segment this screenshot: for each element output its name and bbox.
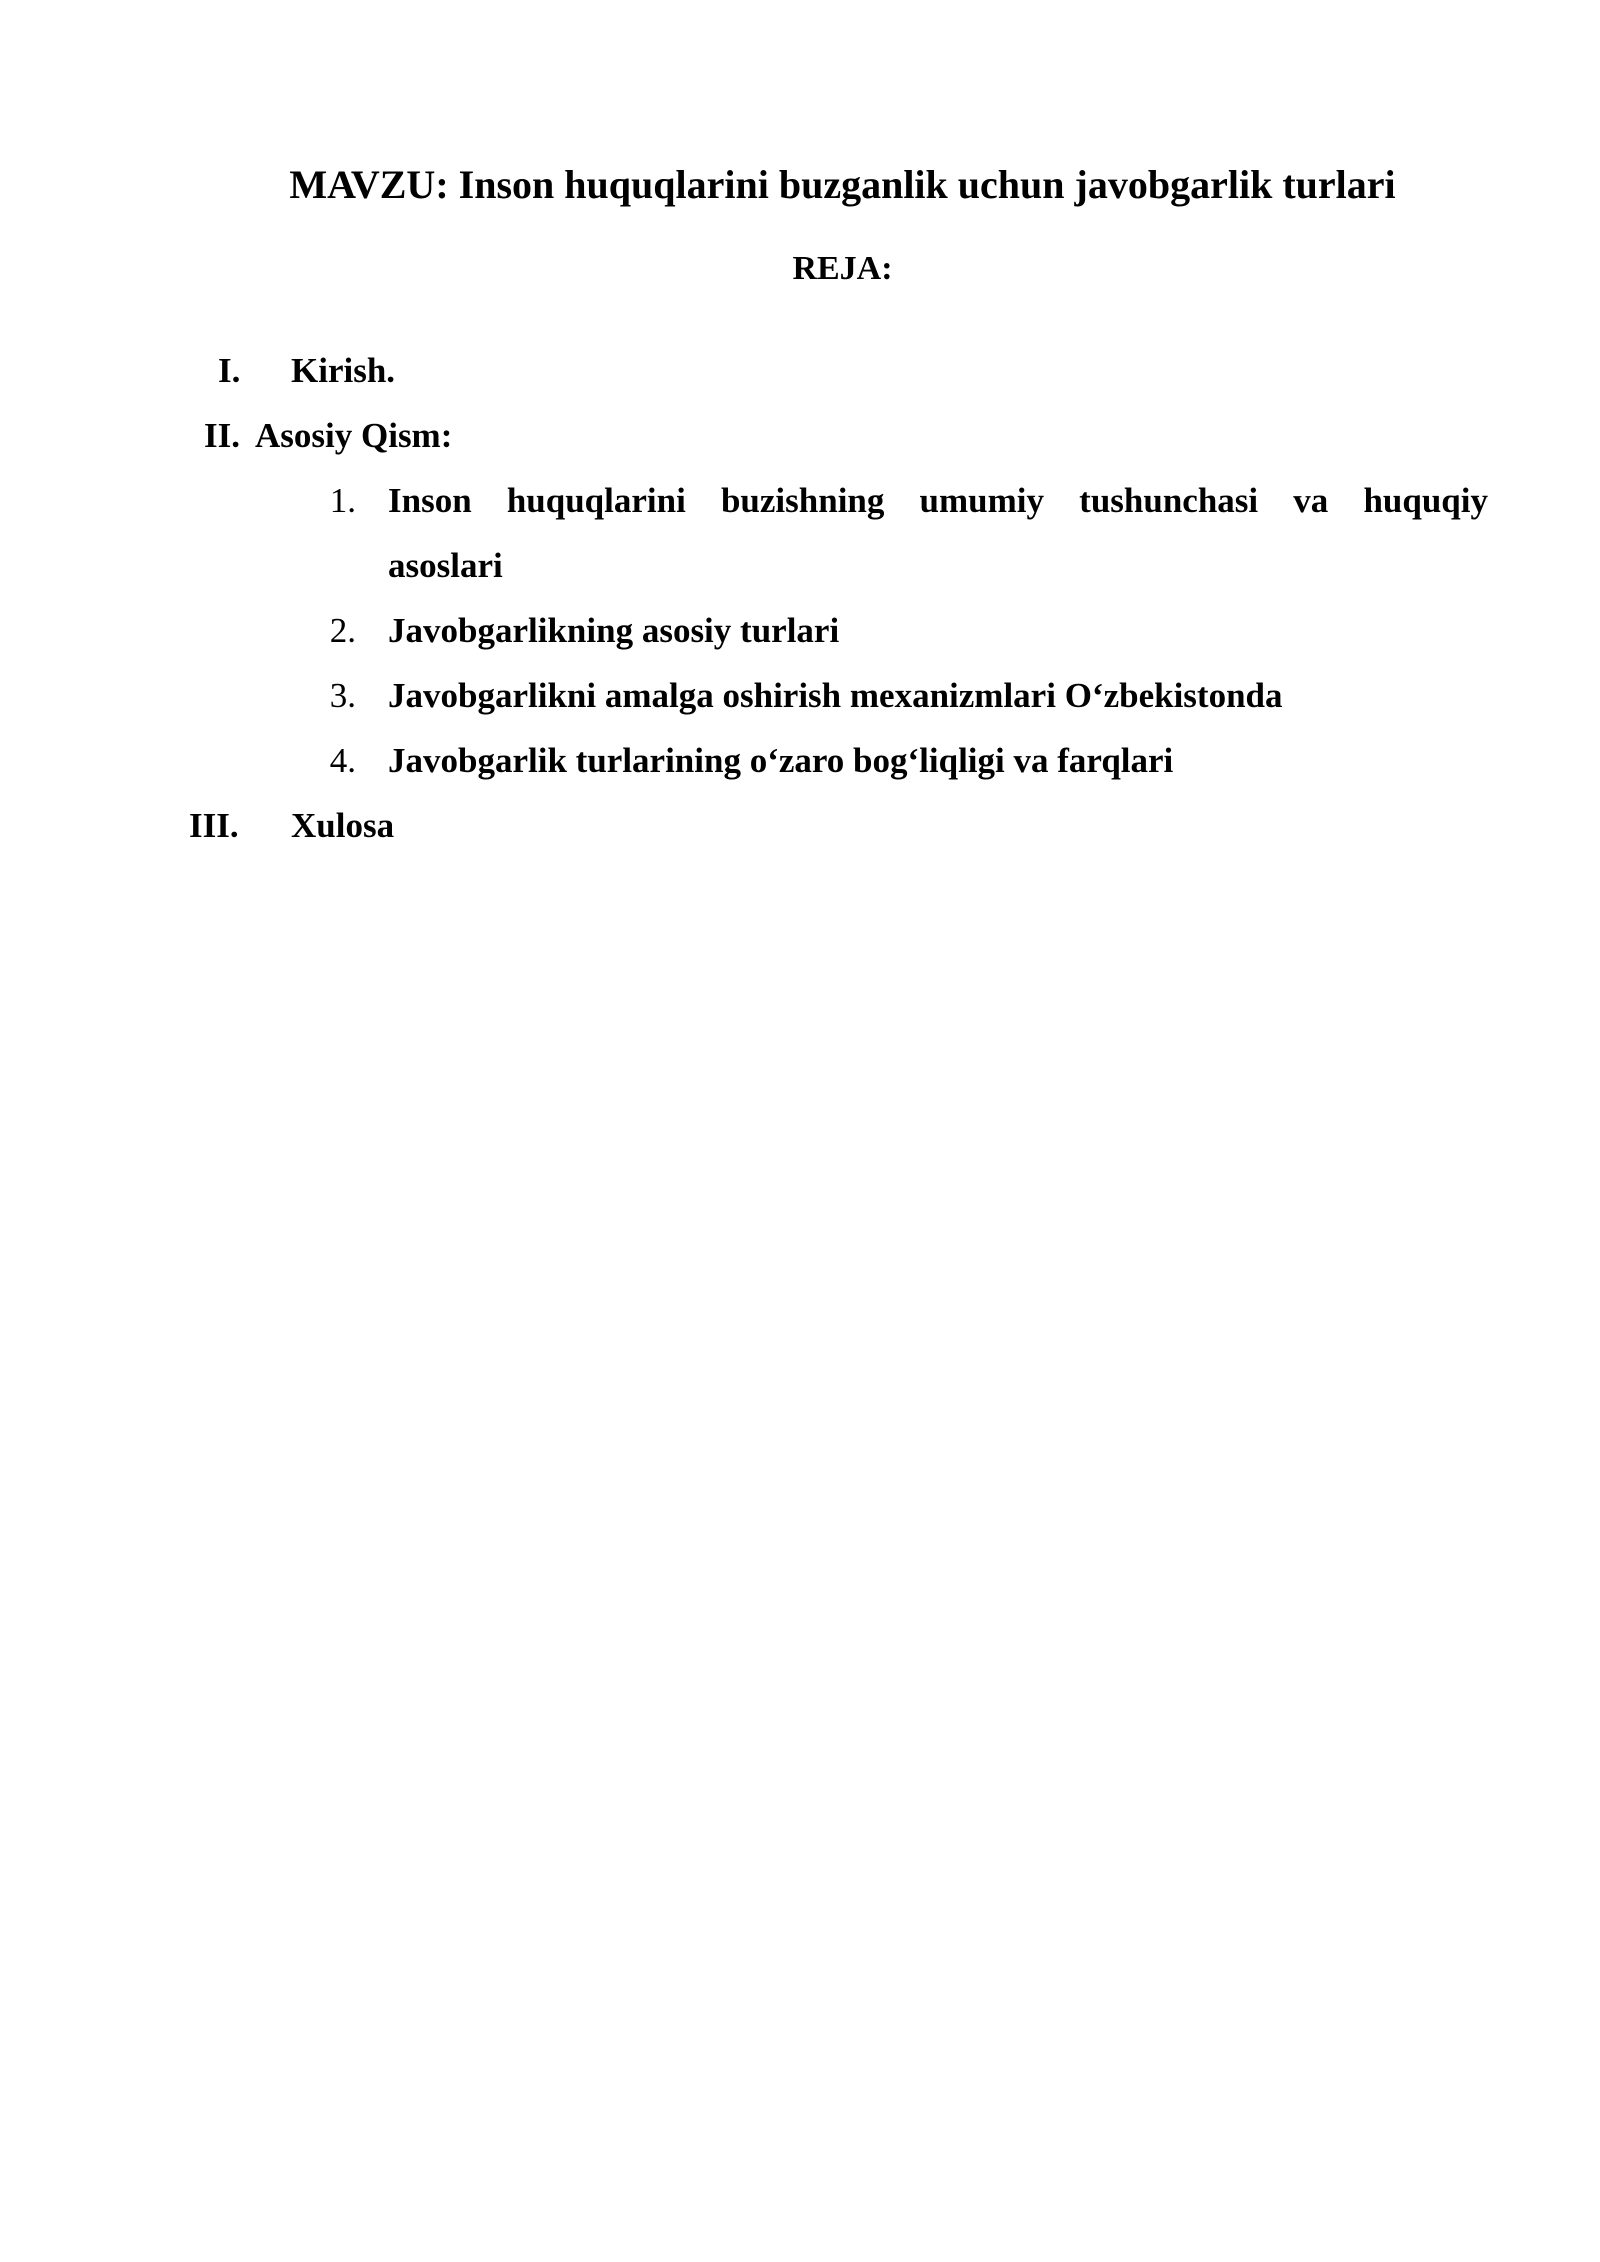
section-marker: II.	[204, 416, 240, 455]
list-item-marker: 3.	[329, 676, 356, 715]
section-label: Asosiy Qism:	[255, 416, 453, 455]
list-item-label-continuation: asoslari	[388, 546, 503, 585]
list-item-label: Javobgarlik turlarining o‘zaro bog‘liqligi va farqlari	[388, 741, 1174, 780]
document-title: MAVZU: Inson huquqlarini buzganlik uchun javobgarlik turlari	[289, 162, 1396, 207]
plan-heading: REJA:	[792, 250, 893, 287]
list-item-marker: 2.	[329, 611, 356, 650]
list-item-label: Javobgarlikni amalga oshirish mexanizmlari O‘zbekistonda	[388, 676, 1283, 715]
list-item-label: Inson huquqlarini buzishning umumiy tushunchasi va huquqiy	[388, 481, 1488, 520]
section-label: Xulosa	[291, 806, 395, 845]
list-item-marker: 4.	[329, 741, 356, 780]
section-label: Kirish.	[291, 351, 396, 390]
list-item-marker: 1.	[329, 481, 356, 520]
list-item-label: Javobgarlikning asosiy turlari	[388, 611, 840, 650]
section-marker: I.	[218, 351, 241, 390]
section-marker: III.	[189, 806, 239, 845]
